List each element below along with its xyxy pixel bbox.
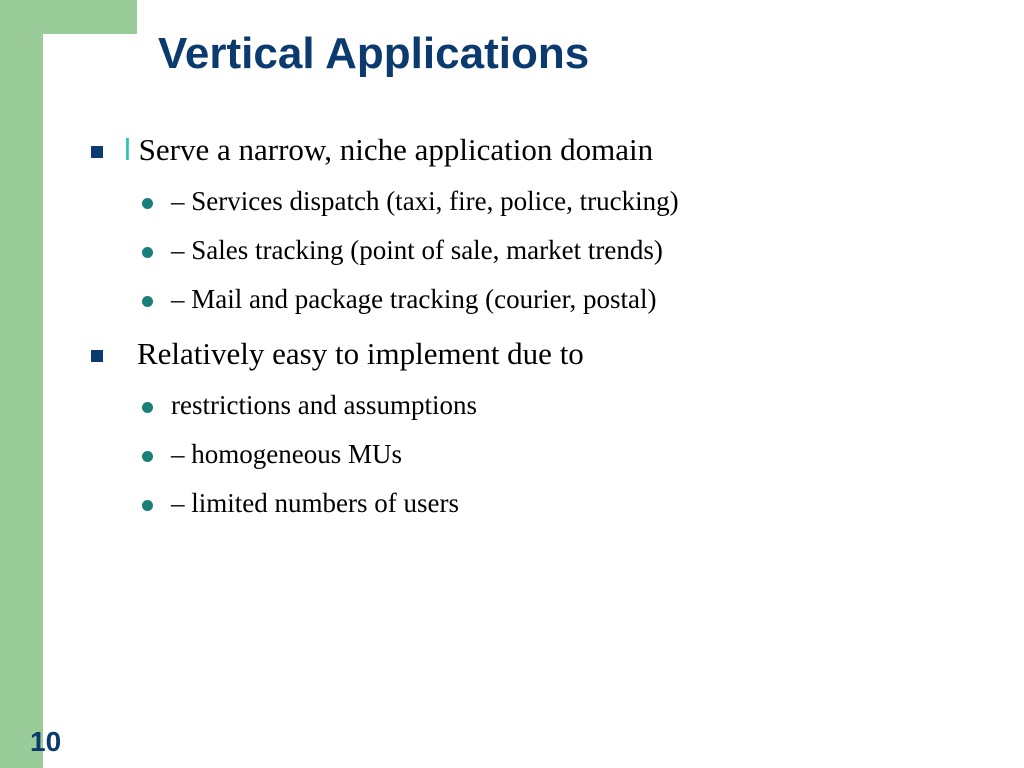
- bullet-2-sub-1: restrictions and assumptions: [171, 390, 477, 420]
- left-accent-bar: [0, 0, 43, 768]
- bullet-1-text: Serve a narrow, niche application domain: [138, 132, 654, 167]
- bullet-2-text: Relatively easy to implement due to: [137, 336, 584, 371]
- slide-title: Vertical Applications: [158, 29, 590, 78]
- bullet-1-sub-3: – Mail and package tracking (courier, postal): [171, 284, 657, 314]
- page-number: 10: [30, 726, 62, 757]
- bullet-1: [124, 132, 653, 168]
- bullet-1-sub-1: – Services dispatch (taxi, fire, police, trucking): [171, 186, 679, 216]
- bullet-1-sub-2: – Sales tracking (point of sale, market trends): [171, 235, 663, 265]
- square-bullet-icon: [91, 350, 103, 362]
- square-bullet-icon: [91, 146, 103, 158]
- round-bullet-icon: [142, 296, 153, 307]
- round-bullet-icon: [142, 500, 153, 511]
- bullet-marker-glyph: l: [124, 132, 131, 167]
- bullet-2-sub-2: – homogeneous MUs: [171, 439, 402, 469]
- top-accent-bar: [43, 0, 137, 34]
- round-bullet-icon: [142, 198, 153, 209]
- accent-corner-curve: [43, 34, 137, 94]
- bullet-2-sub-3: – limited numbers of users: [171, 488, 459, 518]
- round-bullet-icon: [142, 402, 153, 413]
- round-bullet-icon: [142, 247, 153, 258]
- round-bullet-icon: [142, 451, 153, 462]
